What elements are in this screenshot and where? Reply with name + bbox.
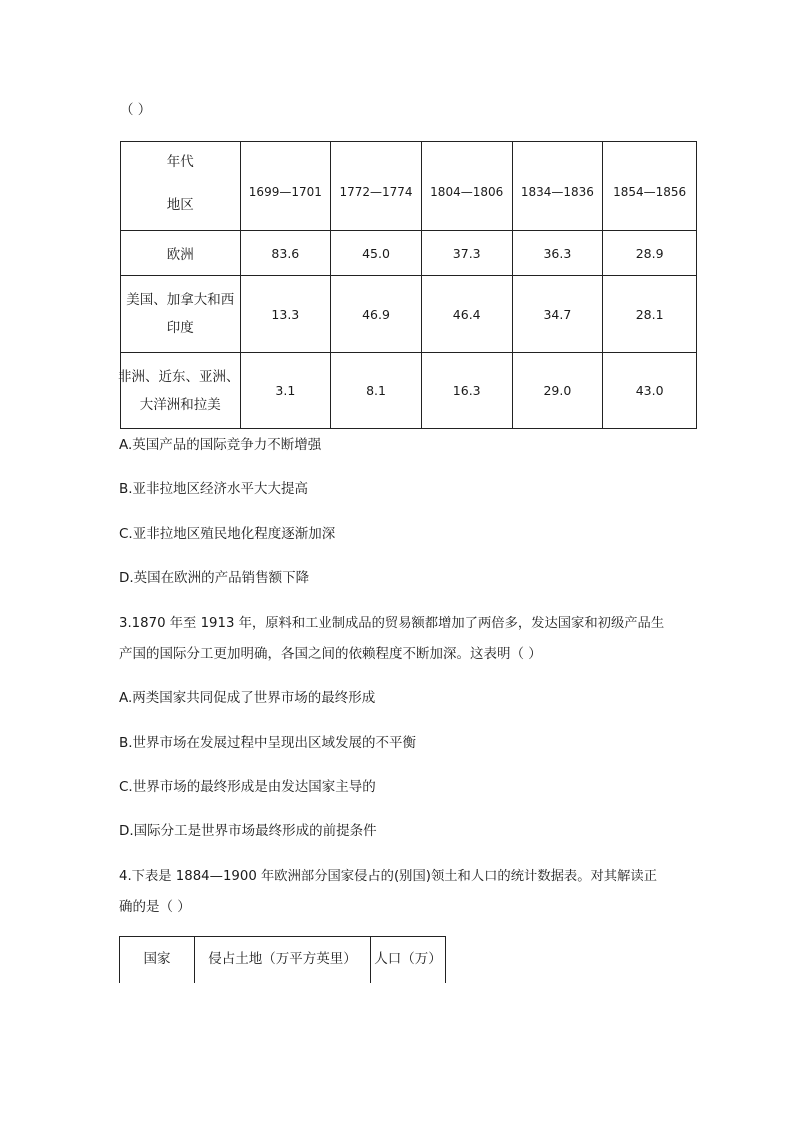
- region-line: 美国、加拿大和西: [126, 292, 235, 308]
- year-header-cell: 1854—1856: [603, 142, 697, 231]
- header-cell: 人口（万）: [371, 937, 446, 984]
- value-cell: 37.3: [421, 231, 512, 276]
- value-cell: 28.9: [603, 231, 697, 276]
- value-cell: 43.0: [603, 353, 697, 429]
- territory-table: [119, 936, 446, 983]
- region-line: 印度: [166, 320, 194, 336]
- year-header-cell: 1804—1806: [421, 142, 512, 231]
- q2-option-b: B.亚非拉地区经济水平大大提高: [119, 481, 309, 497]
- value-cell: 83.6: [240, 231, 331, 276]
- region-line: 非洲、近东、亚洲、: [118, 368, 240, 385]
- trade-share-table: [120, 141, 697, 429]
- value-cell: 13.3: [240, 276, 331, 353]
- year-header-cell: 1699—1701: [240, 142, 331, 231]
- region-cell: 欧洲: [121, 231, 241, 276]
- q2-option-d: D.英国在欧洲的产品销售额下降: [119, 570, 310, 586]
- q3-stem-line1: 3.1870 年至 1913 年，原料和工业制成品的贸易额都增加了两倍多，发达国家和初级产品生: [119, 616, 665, 631]
- value-cell: 46.4: [421, 276, 512, 353]
- region-cell: [121, 276, 241, 353]
- q4-stem-line2: 确的是（ ）: [119, 899, 191, 915]
- q3-option-b: B.世界市场在发展过程中呈现出区域发展的不平衡: [119, 735, 417, 751]
- q2-option-c: C.亚非拉地区殖民地化程度逐渐加深: [119, 526, 336, 542]
- q2-option-a: A.英国产品的国际竞争力不断增强: [119, 437, 322, 453]
- header-cell: 国家: [120, 937, 195, 984]
- q3-option-c: C.世界市场的最终形成是由发达国家主导的: [119, 779, 376, 795]
- year-header-cell: 1772—1774: [331, 142, 422, 231]
- year-header-cell: 1834—1836: [512, 142, 603, 231]
- header-corner-cell: [121, 142, 241, 231]
- top-bracket: （ ）: [120, 102, 152, 118]
- value-cell: 45.0: [331, 231, 422, 276]
- value-cell: 46.9: [331, 276, 422, 353]
- q3-option-d: D.国际分工是世界市场最终形成的前提条件: [119, 823, 377, 839]
- header-top-label: 年代: [166, 154, 194, 170]
- region-line: 大洋洲和拉美: [139, 396, 221, 413]
- table-header-row: [121, 142, 697, 231]
- value-cell: 16.3: [421, 353, 512, 429]
- value-cell: 8.1: [331, 353, 422, 429]
- q4-stem-line1: 4.下表是 1884—1900 年欧洲部分国家侵占的(别国)领土和人口的统计数据表。对其解读正: [119, 869, 657, 884]
- q3-stem-line2: 产国的国际分工更加明确，各国之间的依赖程度不断加深。这表明（ ）: [119, 646, 542, 662]
- table-row: [121, 231, 697, 276]
- value-cell: 34.7: [512, 276, 603, 353]
- table-header-row: [120, 937, 446, 984]
- value-cell: 29.0: [512, 353, 603, 429]
- value-cell: 36.3: [512, 231, 603, 276]
- q3-option-a: A.两类国家共同促成了世界市场的最终形成: [119, 690, 376, 706]
- table-row: [121, 276, 697, 353]
- header-cell: 侵占土地（万平方英里）: [195, 937, 371, 984]
- value-cell: 28.1: [603, 276, 697, 353]
- table-row: [121, 353, 697, 429]
- header-bottom-label: 地区: [166, 197, 194, 213]
- value-cell: 3.1: [240, 353, 331, 429]
- region-cell: [118, 353, 241, 429]
